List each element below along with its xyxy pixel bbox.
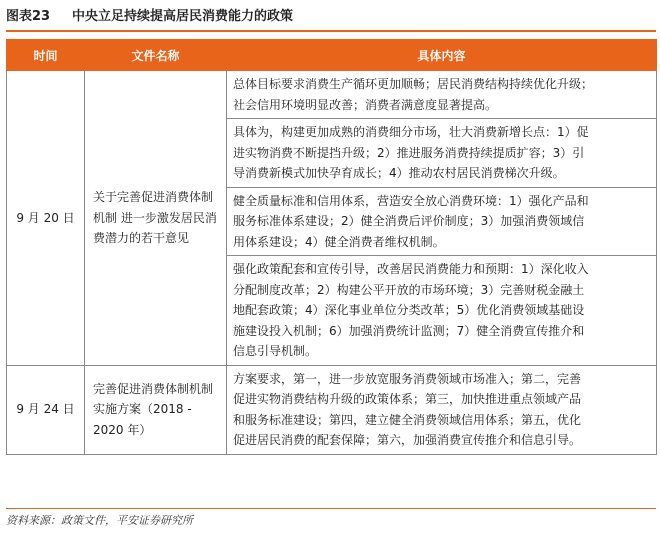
source-note: 资料来源：政策文件，平安证券研究所 [6,514,193,527]
row-date: 9 月 20 日 [7,71,85,366]
figure-number: 图表23 [6,9,51,24]
header-content: 具体内容 [227,40,657,71]
header-date: 时间 [7,40,85,71]
content-cell [227,256,657,366]
figure-title [6,6,293,28]
content-text: 方案要求，第一，进一步放宽服务消费领域市场准入；第二，完善 促进实物消费结构升级的政策体系；第三，加快推进重点领域产品 和服务标准建设；第四，建立健全消费领域信用体系；第五，优化 促进居民消费的配套保障；第六，加强消费宣传推介和信息引导。 [233,371,582,447]
figure-title-text: 中央立足持续提高居民消费能力的政策 [72,9,294,24]
row-document-name: 完善促进消费体制机制实施方案（2018 - 2020 年） [85,365,227,454]
row-date: 9 月 24 日 [7,365,85,454]
table-row [7,71,657,119]
title-divider [6,30,656,32]
content-cell [227,365,657,454]
content-text: 健全质量标准和信用体系，营造安全放心消费环境：1）强化产品和 服务标准体系建设；2）健全消费后评价制度；3）加强消费领域信 用体系建设；4）健全消费者维权机制。 [233,193,589,249]
content-text: 具体为，构建更加成熟的消费细分市场，壮大消费新增长点：1）促 进实物消费不断提挡升级；2）推进服务消费持续提质扩容；3）引 导消费新模式加快孕育成长；4）推动农村居民消费梯次升级。 [233,125,589,180]
content-text: 强化政策配套和宣传引导，改善居民消费能力和预期：1）深化收入 分配制度改革；2）构建公平开放的市场环境；3）完善财税金融土 地配套政策；4）深化事业单位分类改革；5）优化消费领域基础设 施建设投入机制；6）加强消费统计监测；7）健全消费宣传推介和 信息引导机制。 [233,262,589,358]
content-cell [227,119,657,188]
content-text: 总体目标要求消费生产循环更加顺畅；居民消费结构持续优化升级； 社会信用环境明显改善；消费者满意度显著提高。 [233,77,594,112]
content-cell [227,187,657,256]
policy-table [6,39,657,455]
table-row [7,365,657,454]
bottom-divider [6,508,656,509]
table-header-row [7,40,657,71]
header-document-name: 文件名称 [85,40,227,71]
content-cell [227,71,657,119]
row-document-name: 关于完善促进消费体制机制 进一步激发居民消费潜力的若干意见 [85,71,227,366]
